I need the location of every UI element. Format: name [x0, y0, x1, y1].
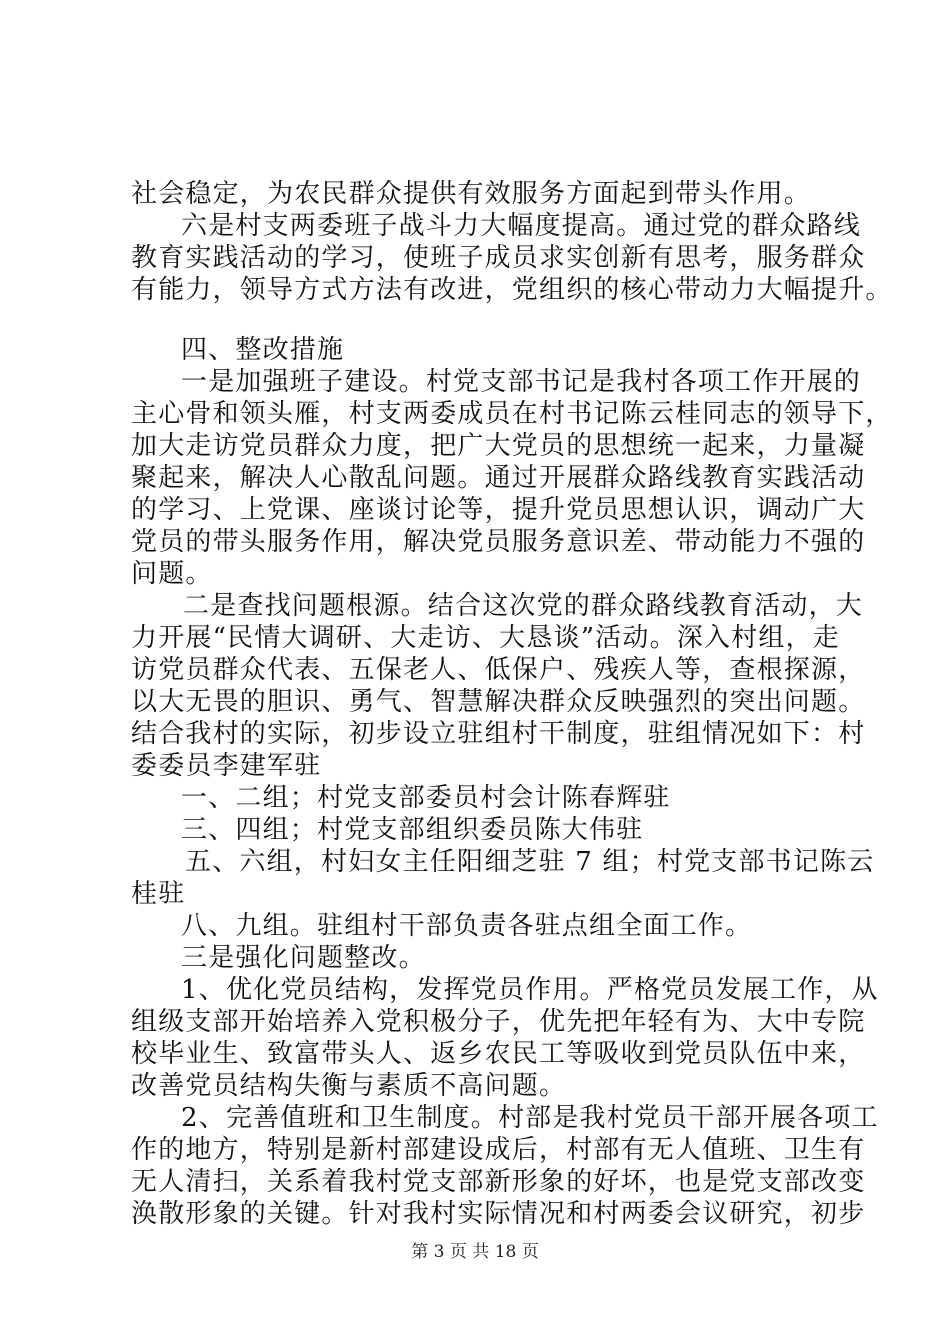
body-line-20: 三、四组；村党支部组织委员陈大伟驻 [181, 815, 644, 845]
body-line-4: 有能力，领导方式方法有改进，党组织的核心带动力大幅提升。 [131, 275, 893, 305]
body-line-15: 访党员群众代表、五保老人、低保户、残疾人等，查根探源， [131, 655, 866, 685]
body-line-31: 无人清扫，关系着我村党支部新形象的好坏，也是党支部改变 [131, 1167, 866, 1197]
body-line-19: 一、二组；村党支部委员村会计陈春辉驻 [181, 783, 671, 813]
body-line-3: 教育实践活动的学习，使班子成员求实创新有思考，服务群众 [131, 243, 866, 273]
body-line-17: 结合我村的实际，初步设立驻组村干制度，驻组情况如下：村 [131, 719, 866, 749]
body-line-7: 主心骨和领头雁，村支两委成员在村书记陈云桂同志的领导下， [131, 399, 893, 429]
body-line-18: 委委员李建军驻 [131, 751, 322, 781]
body-line-21: 五、六组，村妇女主任阳细芝驻 7 组；村党支部书记陈云 [185, 847, 875, 877]
body-line-22: 桂驻 [131, 879, 186, 909]
body-line-9: 聚起来，解决人心散乱问题。通过开展群众路线教育实践活动 [131, 463, 866, 493]
body-line-13: 二是查找问题根源。结合这次党的群众路线教育活动，大 [183, 591, 864, 621]
body-line-27: 校毕业生、致富带头人、返乡农民工等吸收到党员队伍中来， [131, 1039, 866, 1069]
body-line-1: 社会稳定，为农民群众提供有效服务方面起到带头作用。 [131, 179, 812, 209]
body-line-25: 1、优化党员结构，发挥党员作用。严格党员发展工作，从 [181, 975, 879, 1005]
body-line-2: 六是村支两委班子战斗力大幅度提高。通过党的群众路线 [181, 211, 862, 241]
body-line-24: 三是强化问题整改。 [181, 943, 426, 973]
body-line-32: 涣散形象的关键。针对我村实际情况和村两委会议研究，初步 [131, 1199, 866, 1229]
body-line-30: 作的地方，特别是新村部建设成后，村部有无人值班、卫生有 [131, 1135, 866, 1165]
body-line-10: 的学习、上党课、座谈讨论等，提升党员思想认识，调动广大 [131, 495, 866, 525]
section-heading: 四、整改措施 [181, 335, 345, 365]
page-footer: 第 3 页 共 18 页 [411, 1242, 539, 1262]
body-line-26: 组级支部开始培养入党积极分子，优先把年轻有为、大中专院 [131, 1007, 866, 1037]
body-line-29: 2、完善值班和卫生制度。村部是我村党员干部开展各项工 [181, 1103, 879, 1133]
body-line-11: 党员的带头服务作用，解决党员服务意识差、带动能力不强的 [131, 527, 866, 557]
body-line-12: 问题。 [131, 559, 213, 589]
body-line-23: 八、九组。驻组村干部负责各驻点组全面工作。 [181, 911, 753, 941]
body-line-28: 改善党员结构失衡与素质不高问题。 [131, 1071, 567, 1101]
body-line-16: 以大无畏的胆识、勇气、智慧解决群众反映强烈的突出问题。 [131, 687, 866, 717]
body-line-8: 加大走访党员群众力度，把广大党员的思想统一起来，力量凝 [131, 431, 866, 461]
body-line-14: 力开展“民情大调研、大走访、大恳谈”活动。深入村组，走 [131, 623, 840, 653]
body-line-6: 一是加强班子建设。村党支部书记是我村各项工作开展的 [181, 367, 862, 397]
